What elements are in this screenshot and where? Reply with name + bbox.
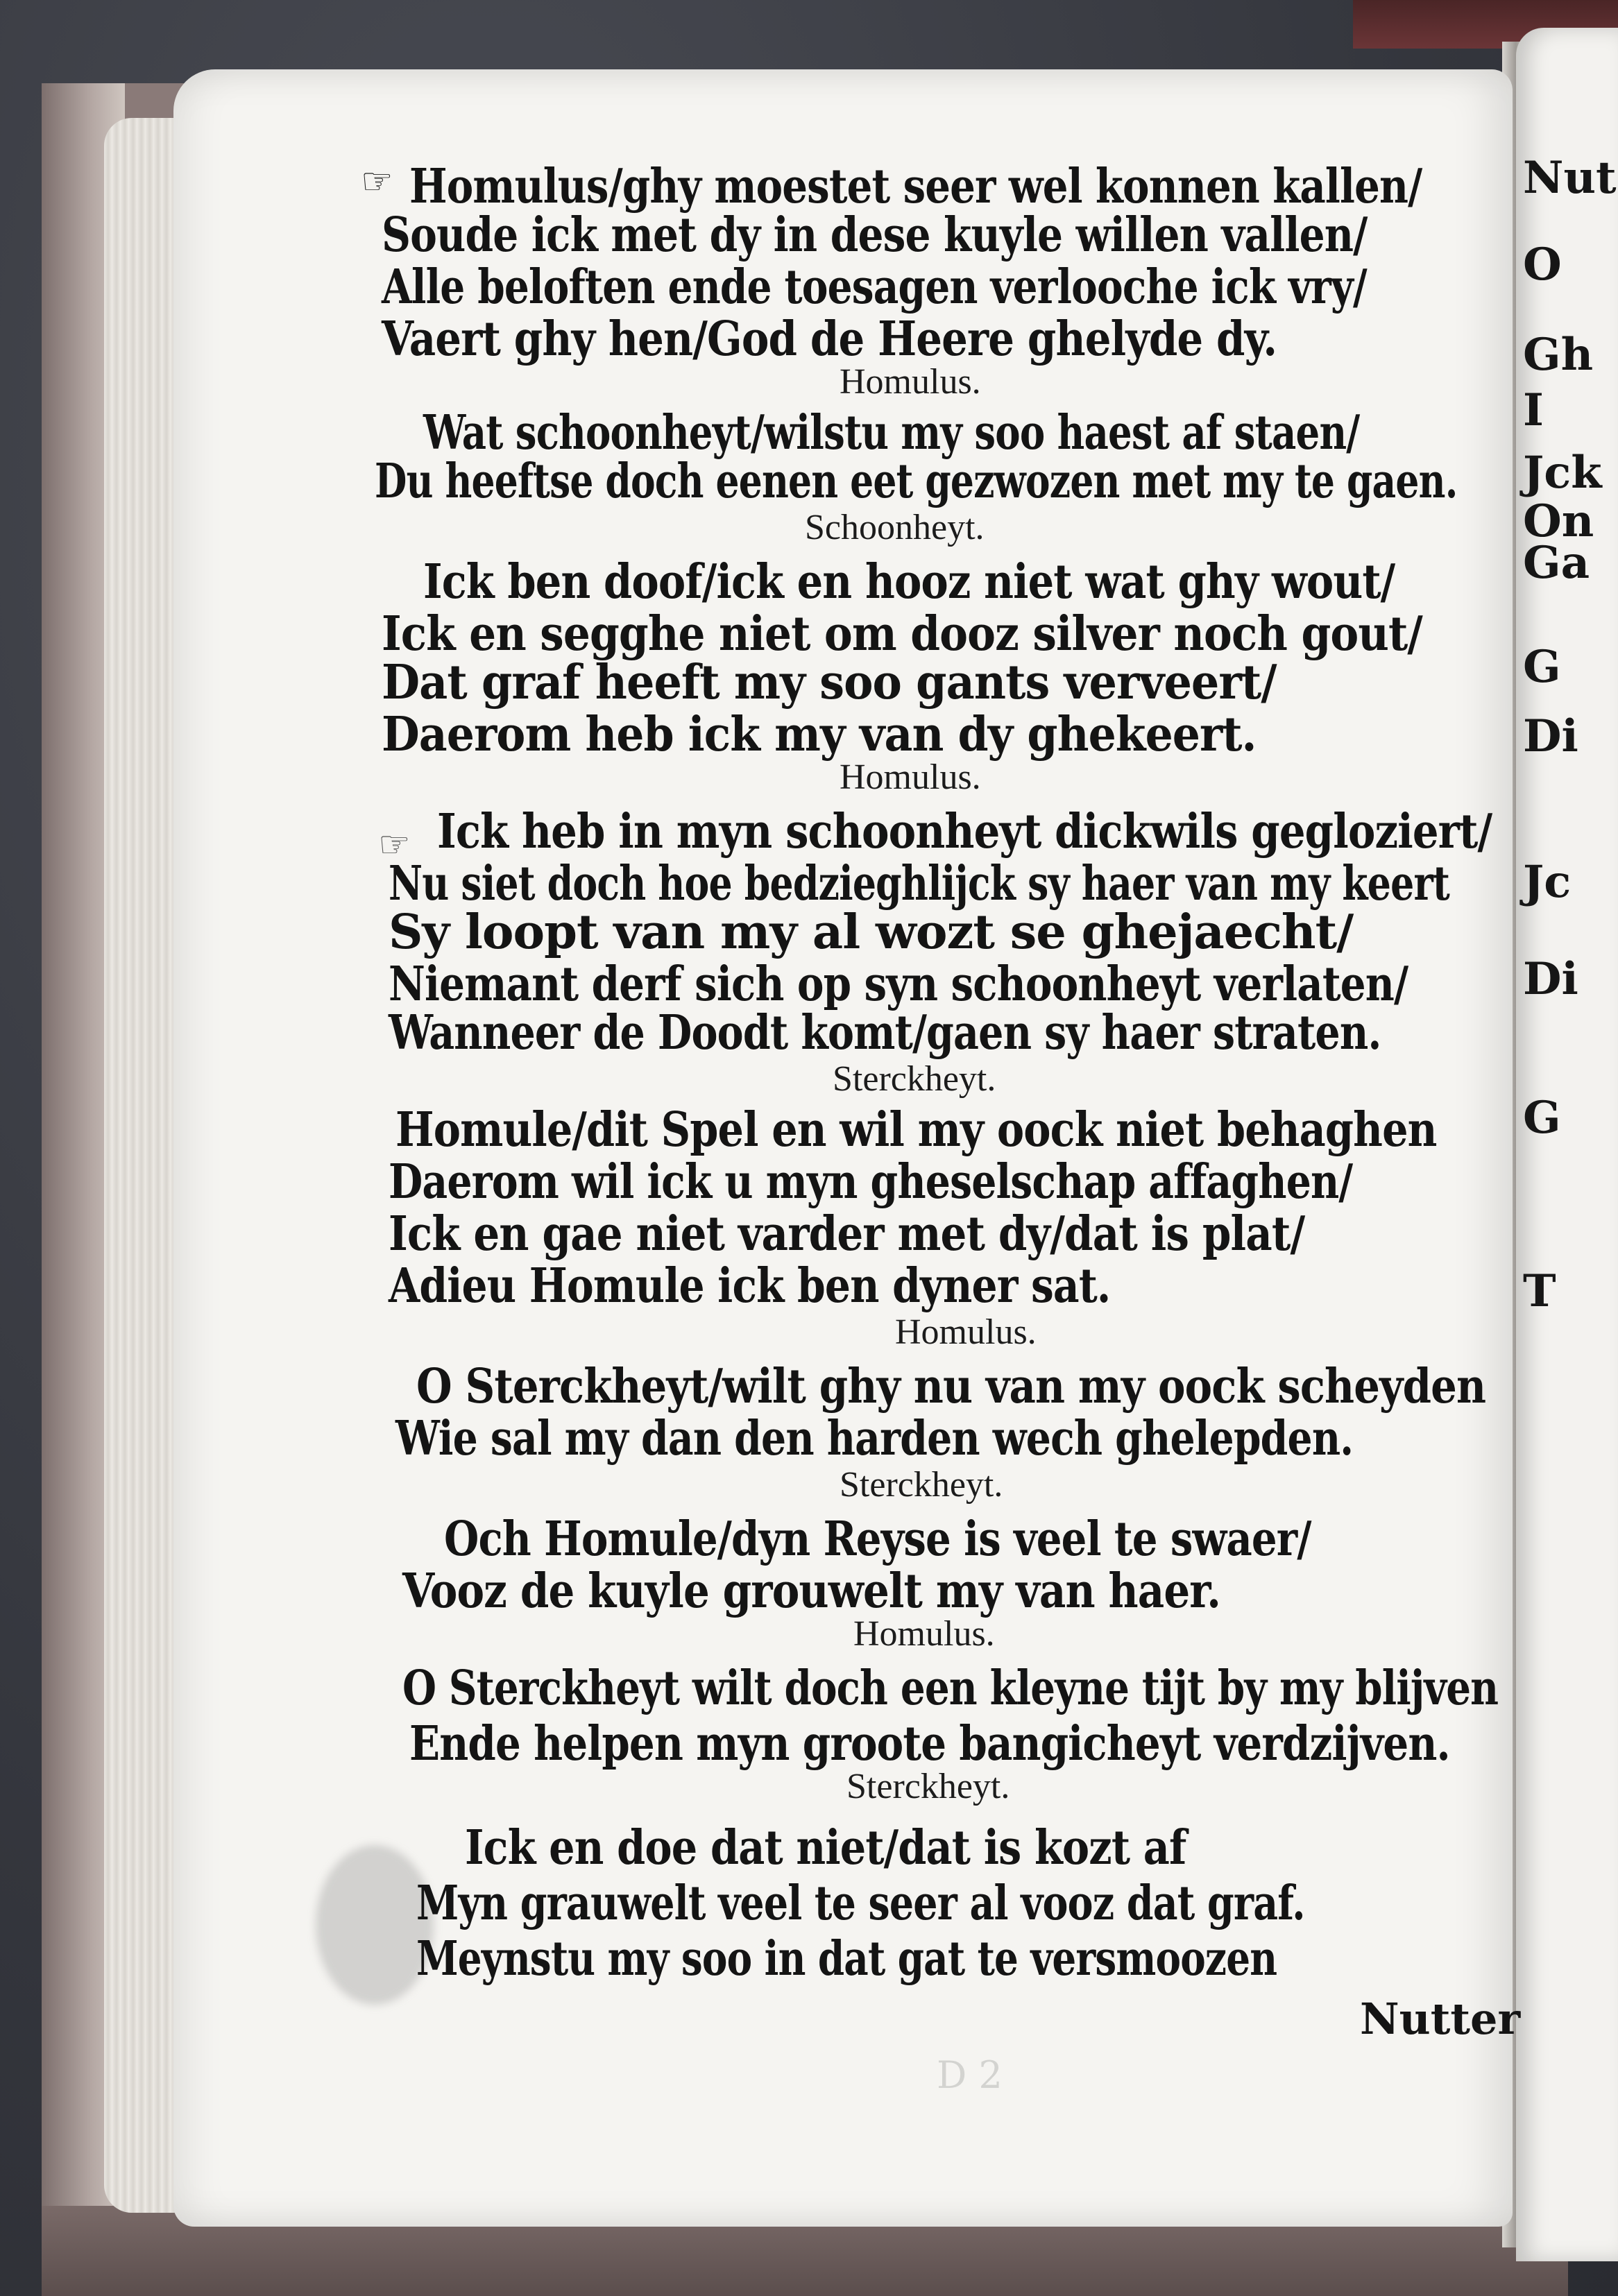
verse-line: Homulus/ghy moestet seer wel konnen kallen/ xyxy=(409,159,1422,214)
verse-line: Ende helpen myn groote bangicheyt verdzijven. xyxy=(409,1716,1450,1772)
facing-page xyxy=(1516,28,1618,2261)
verse-line: Ick en segghe niet om dooz silver noch gout/ xyxy=(382,606,1422,662)
verse-line: Du heeftse doch eenen eet gezwozen met my te gaen. xyxy=(375,454,1458,509)
facing-page-fragment: O xyxy=(1523,239,1562,291)
facing-page-fragment: Nut xyxy=(1523,152,1617,204)
verse-line: Homule/dit Spel en wil my oock niet behaghen xyxy=(395,1102,1437,1158)
catchword: Nutter xyxy=(1360,1994,1521,2044)
facing-page-fragment: Jck xyxy=(1523,447,1602,499)
verse-line: Ick en doe dat niet/dat is kozt af xyxy=(465,1820,1186,1876)
verse-line: Niemant derf sich op syn schoonheyt verlaten/ xyxy=(389,957,1408,1012)
verse-line: Meynstu my soo in dat gat te versmoozen xyxy=(416,1931,1277,1987)
facing-page-fragment: Jc xyxy=(1523,856,1572,908)
verse-line: Wie sal my dan den harden wech ghelepden. xyxy=(395,1411,1354,1466)
speaker-label: Sterckheyt. xyxy=(833,1059,996,1099)
facing-page-fragment: I xyxy=(1523,384,1544,436)
verse-line: O Sterckheyt wilt doch een kleyne tijt by my blijven xyxy=(402,1661,1499,1716)
verse-line: Vooz de kuyle grouwelt my van haer. xyxy=(402,1563,1221,1619)
facing-page-fragment: Ga xyxy=(1523,537,1590,589)
speaker-label: Homulus. xyxy=(853,1614,995,1654)
facing-page-fragment: Di xyxy=(1523,953,1578,1005)
verse-line: Ick en gae niet varder met dy/dat is plat/ xyxy=(389,1206,1305,1262)
verse-marker-icon: ☞ xyxy=(378,824,411,866)
verse-line: Ick heb in myn schoonheyt dickwils gegloziert/ xyxy=(437,804,1492,859)
speaker-label: Sterckheyt. xyxy=(846,1767,1010,1806)
verse-line: Adieu Homule ick ben dyner sat. xyxy=(389,1258,1111,1314)
verse-line: Vaert ghy hen/God de Heere ghelyde dy. xyxy=(382,311,1277,367)
verse-line: Alle beloften ende toesagen verlooche ick vry/ xyxy=(382,259,1367,315)
verse-line: Och Homule/dyn Reyse is veel te swaer/ xyxy=(444,1511,1311,1567)
speaker-label: Sterckheyt. xyxy=(840,1465,1003,1505)
verse-line: Ick ben doof/ick en hooz niet wat ghy wout/ xyxy=(423,554,1395,610)
facing-page-fragment: G xyxy=(1523,1092,1561,1144)
speaker-label: Homulus. xyxy=(840,757,981,797)
verse-line: Nu siet doch hoe bedzieghlijck sy haer van my keert xyxy=(389,856,1449,911)
speaker-label: Homulus. xyxy=(895,1312,1037,1352)
verse-line: Daerom wil ick u myn gheselschap affaghen/ xyxy=(389,1154,1353,1210)
verse-line: Myn grauwelt veel te seer al vooz dat graf. xyxy=(416,1876,1305,1931)
verse-line: Soude ick met dy in dese kuyle willen vallen/ xyxy=(382,207,1368,263)
verse-line: Daerom heb ick my van dy ghekeert. xyxy=(382,707,1257,762)
facing-page-fragment: T xyxy=(1523,1265,1556,1317)
speaker-label: Schoonheyt. xyxy=(805,508,985,547)
verse-line: Dat graf heeft my soo gants verveert/ xyxy=(382,655,1277,710)
verse-marker-icon: ☞ xyxy=(361,161,393,203)
facing-page-fragment: Di xyxy=(1523,710,1578,762)
verse-line: O Sterckheyt/wilt ghy nu van my oock scheyden xyxy=(416,1359,1486,1414)
speaker-label: Homulus. xyxy=(840,362,981,402)
facing-page-fragment: On xyxy=(1523,495,1594,547)
verse-line: Wat schoonheyt/wilstu my soo haest af staen/ xyxy=(423,405,1360,461)
facing-page-fragment: Gh xyxy=(1523,329,1594,381)
verse-line: Sy loopt van my al wozt se ghejaecht/ xyxy=(389,905,1354,960)
facing-page-fragment: G xyxy=(1523,641,1561,693)
verse-line: Wanneer de Doodt komt/gaen sy haer straten. xyxy=(389,1005,1381,1061)
signature-mark: D 2 xyxy=(937,2053,1003,2097)
